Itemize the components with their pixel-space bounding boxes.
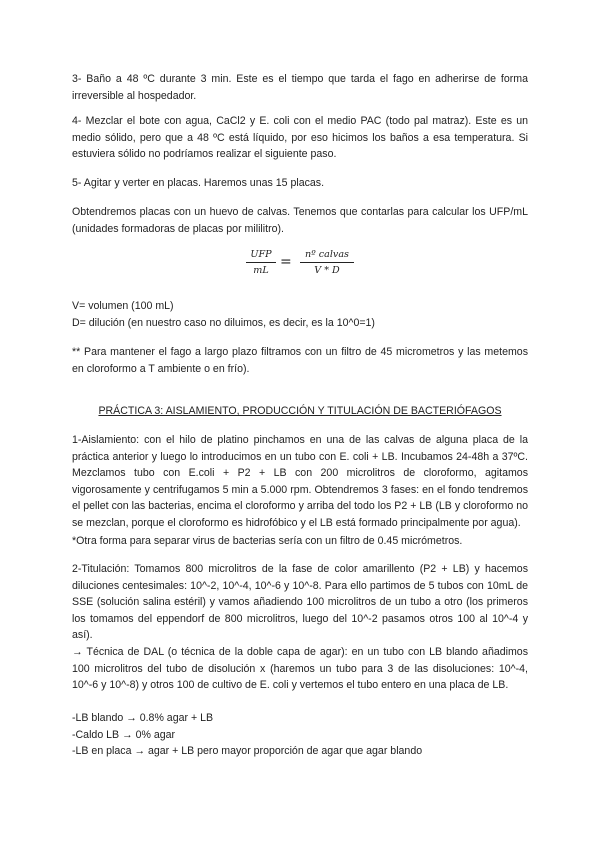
formula-rhs-numerator: nº calvas bbox=[305, 249, 349, 260]
paragraph-otra-forma: *Otra forma para separar virus de bacterias sería con un filtro de 0.45 micrómetros. bbox=[72, 535, 463, 547]
variable-definitions bbox=[72, 298, 528, 331]
paragraph-filter-note: ** Para mantener el fago a largo plazo filtramos con un filtro de 45 micrometros y las metemos en cloroformo a T ambiente o en frío). bbox=[72, 346, 528, 375]
formula-lhs-denominator: mL bbox=[253, 265, 269, 276]
paragraph-titulacion: 2-Titulación: Tomamos 800 microlitros de la fase de color amarillento (P2 + LB) y hacemos diluciones centesimales: 10^-2, 10^-4, 10^-6 y 10^-8. Para ello partimos de 5 tubos con 10mL de SSE (solución salina estéril) y vamos añadiendo 100 microlitros de un tubo a otro (los primeros los tomamos del eppendorf de 800 microlitros, luego del 10^-2 pasamos otros 100 al 10^-4 y así). bbox=[72, 563, 528, 642]
agar-list bbox=[72, 710, 528, 760]
paragraph-step-4: 4- Mezclar el bote con agua, CaCl2 y E. coli con el medio PAC (todo pal matraz). Este es un medio sólido, pero que a 48 ºC está líquido, por eso hicimos los baños a esa temperatura. Si estuviera sólido no podríamos realizar el siguiente paso. bbox=[72, 115, 528, 161]
paragraph-aislamiento: 1-Aislamiento: con el hilo de platino pinchamos en una de las calvas de alguna placa de la práctica anterior y luego lo introducimos en un tubo con E. coli + LB. Incubamos 24-48h a 37ºC. Mezclamos tubo con E.coli + P2 + LB con 200 microlitros de cloroformo, agitamos vigorosamente y centrifugamos 5 min a 5.000 rpm. Obtendremos 3 fases: en el fondo tendremos el pellet con las bacterias, encima el cloroformo y arriba del todo los P2 + LB (LB y cloroformo no se mezclan, porque el cloroformo es hidrofóbico y el LB está formado principalmente por agua). bbox=[72, 434, 528, 529]
list-item: -Caldo LB → 0% agar bbox=[72, 728, 176, 741]
variable-d: D= dilución (en nuestro caso no diluimos, es decir, es la 10^0=1) bbox=[72, 316, 375, 329]
formula-lhs-fraction bbox=[246, 247, 276, 278]
formula-lhs-numerator: UFP bbox=[250, 249, 272, 260]
formula-rhs-denominator: V * D bbox=[314, 265, 340, 276]
formula-equals: = bbox=[280, 254, 292, 270]
paragraph-step-3: 3- Baño a 48 ºC durante 3 min. Este es el tiempo que tarda el fago en adherirse de forma irreversible al hospedador. bbox=[72, 73, 528, 102]
section-heading: PRÁCTICA 3: AISLAMIENTO, PRODUCCIÓN Y TITULACIÓN DE BACTERIÓFAGOS bbox=[98, 405, 502, 417]
paragraph-calvas-intro: Obtendremos placas con un huevo de calvas. Tenemos que contarlas para calcular los UFP/mL (unidades formadoras de placas por mililitro). bbox=[72, 206, 528, 235]
list-item: -LB blando → 0.8% agar + LB bbox=[72, 712, 214, 724]
list-item: -LB en placa → agar + LB pero mayor proporción de agar que agar blando bbox=[72, 745, 423, 758]
ufp-formula bbox=[0, 247, 600, 281]
variable-v: V= volumen (100 mL) bbox=[72, 300, 174, 312]
paragraph-dal: → Técnica de DAL (o técnica de la doble capa de agar): en un tubo con LB blando añadimos 100 microlitros del tubo de disolución x (haremos un tubo para 3 de las disoluciones: 10^-4, 10^-6 y 10^-8) y otros 100 de cultivo de E. coli y vertemos el tubo entero en una placa de LB. bbox=[72, 646, 528, 692]
formula-rhs-fraction bbox=[300, 247, 354, 278]
paragraph-step-5: 5- Agitar y verter en placas. Haremos unas 15 placas. bbox=[72, 177, 325, 189]
